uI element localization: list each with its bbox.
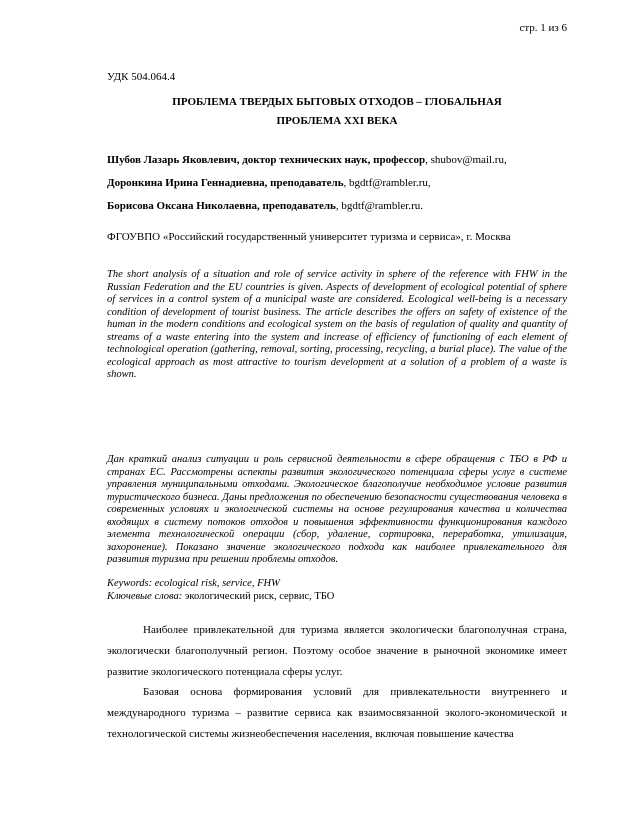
abstract-english: The short analysis of a situation and role of service activity in sphere of the reference with FHW in the Russian Federation and the EU countries is given. Aspects of development of ecological potential of sphere of services in a control system of a municipal waste are considered. Ecological well-being is a necessary condition of development of tourist business. The article describes the offers on safety of existence of the human in the modern conditions and ecological system on the basis of regulation of quality and quantity of streams of a waste entering into the system and increase of efficiency of functioning of each element of technological operation (gathering, removal, sorting, processing, recycling, a burial place). The value of the ecological approach as most attractive to tourism development at a solution of a problem of a waste is shown. bbox=[107, 269, 567, 380]
keywords-english-value: ecological risk, service, FHW bbox=[154, 578, 280, 589]
author-1-name: Шубов Лазарь Яковлевич, доктор технических наук, профессор bbox=[107, 154, 426, 166]
author-1-email: shubov@mail.ru, bbox=[430, 154, 507, 166]
title-line-2: ПРОБЛЕМА XXI ВЕКА bbox=[276, 115, 398, 127]
affiliation: ФГОУВПО «Российский государственный университет туризма и сервиса», г. Москва bbox=[107, 231, 511, 243]
author-list bbox=[107, 149, 577, 218]
author-2-email: bgdtf@rambler.ru, bbox=[349, 177, 431, 189]
paper-title bbox=[107, 93, 567, 131]
page-number: стр. 1 из 6 bbox=[519, 22, 567, 34]
body-paragraph-1: Наиболее привлекательной для туризма является экологически благополучная страна, экологически благополучный регион. Поэтому особое значение в рыночной экономике имеет развитие экологического потенциала сферы услуг. bbox=[107, 624, 567, 678]
title-line-1: ПРОБЛЕМА ТВЕРДЫХ БЫТОВЫХ ОТХОДОВ – ГЛОБАЛЬНАЯ bbox=[172, 96, 502, 108]
keywords-english bbox=[107, 578, 567, 591]
author-3: Борисова Оксана Николаевна, преподаватель, bgdtf@rambler.ru. bbox=[107, 200, 423, 212]
author-3-email: bgdtf@rambler.ru. bbox=[341, 200, 423, 212]
author-2-name: Доронкина Ирина Геннадиевна, преподаватель bbox=[107, 177, 344, 189]
author-3-name: Борисова Оксана Николаевна, преподаватель bbox=[107, 200, 336, 212]
author-1: Шубов Лазарь Яковлевич, доктор технических наук, профессор, shubov@mail.ru, bbox=[107, 154, 507, 166]
abstract-russian: Дан краткий анализ ситуации и роль сервисной деятельности в сфере обращения с ТБО в РФ и странах ЕС. Рассмотрены аспекты развития экологического потенциала сферы услуг в системе управления муниципальными отходами. Экологическое благополучие необходимое условие развития туристического бизнеса. Даны предложения по обеспечению безопасности существования человека в современных условиях и экологической системы на основе регулирования качества и количества входящих в систему потоков отходов и повышения эффективности функционирования каждого элемента технологической операции (сбор, удаление, сортировка, переработка, утилизация, захоронение). Показано значение экологического подхода как наиболее привлекательного для развития туризма при решении проблемы отходов. bbox=[107, 454, 567, 565]
keywords-russian bbox=[107, 591, 567, 604]
keywords-russian-value: экологический риск, сервис, ТБО bbox=[184, 590, 335, 602]
keywords-block bbox=[107, 578, 567, 603]
keywords-english-label: Keywords: bbox=[107, 578, 153, 589]
keywords-russian-label: Ключевые слова: bbox=[107, 590, 183, 602]
author-2: Доронкина Ирина Геннадиевна, преподаватель, bgdtf@rambler.ru, bbox=[107, 177, 431, 189]
udk-code: УДК 504.064.4 bbox=[107, 71, 176, 83]
body-paragraph-2: Базовая основа формирования условий для привлекательности внутреннего и международного туризма – развитие сервиса как взаимосвязанной эколого-экономической и технологической системы жизнеобеспечения населения, включая повышение качества bbox=[107, 686, 567, 740]
